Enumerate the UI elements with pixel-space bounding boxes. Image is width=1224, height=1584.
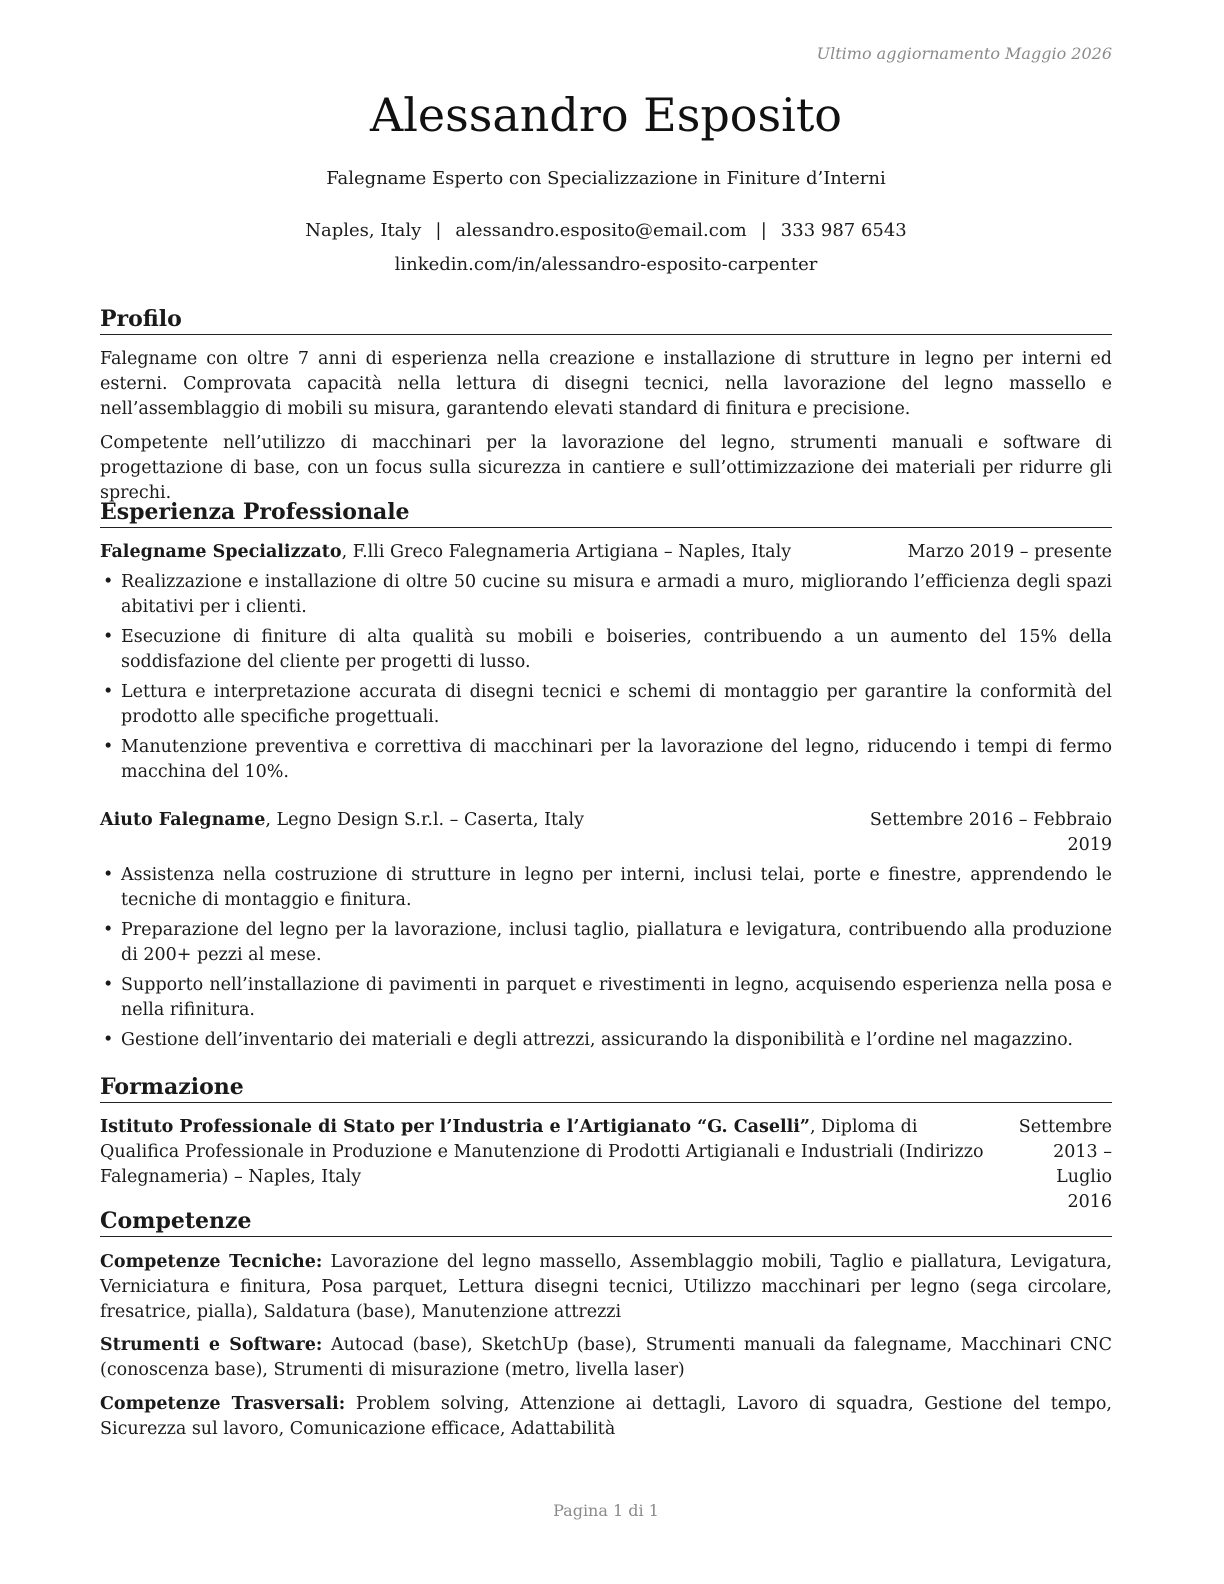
candidate-name: Alessandro Esposito xyxy=(370,88,842,142)
school-name: Istituto Professionale di Stato per l’Industria e l’Artigianato “G. Caselli” xyxy=(100,1117,810,1137)
degree: , Diploma di Qualifica Professionale in Produzione e Manutenzione di Prodotti Artigianali e Industriali (Indirizzo Falegnameria) – Naples, Italy xyxy=(100,1117,984,1187)
resume-page xyxy=(100,0,1112,1584)
list-item: • Lettura e interpretazione accurata di disegni tecnici e schemi di montaggio per garantire la conformità del prodotto alle specifiche progettuali. xyxy=(103,682,1112,727)
education-text xyxy=(100,1115,1000,1190)
contact-line xyxy=(100,220,1112,241)
job-company: , Legno Design S.r.l. – Caserta, Italy xyxy=(265,810,584,830)
list-item: • Gestione dell’inventario dei materiali e degli attrezzi, assicurando la disponibilità e l’ordine nel magazzino. xyxy=(100,1028,1112,1053)
linkedin-link[interactable]: linkedin.com/in/alessandro-esposito-carpenter xyxy=(394,254,818,275)
skill-label: Competenze Tecniche: xyxy=(100,1252,323,1272)
page-number: Pagina 1 di 1 xyxy=(553,1501,659,1520)
bullet-icon: • xyxy=(103,865,114,885)
list-item: • Preparazione del legno per la lavorazione, inclusi taglio, piallatura e levigatura, contribuendo alla produzione di 200+ pezzi al mese. xyxy=(103,920,1112,965)
education-dates: Settembre 2013 – Luglio 2016 xyxy=(1018,1117,1112,1212)
last-updated: Ultimo aggiornamento Maggio 2026 xyxy=(816,44,1112,63)
list-item: • Realizzazione e installazione di oltre 50 cucine su misura e armadi a muro, migliorando l’efficienza degli spazi abitativi per i clienti. xyxy=(103,572,1112,617)
separator: | xyxy=(435,220,442,241)
job-company: , F.lli Greco Falegnameria Artigiana – Naples, Italy xyxy=(341,542,792,562)
skill-group xyxy=(100,1250,1112,1325)
list-item: • Assistenza nella costruzione di strutture in legno per interni, inclusi telai, porte e finestre, apprendendo le tecniche di montaggio e finitura. xyxy=(103,865,1112,910)
skill-group xyxy=(100,1333,1112,1383)
tagline: Falegname Esperto con Specializzazione in Finiture d’Interni xyxy=(326,168,886,189)
section-title-experience: Esperienza Professionale xyxy=(100,498,1112,528)
section-title-education: Formazione xyxy=(100,1073,1112,1103)
phone: 333 987 6543 xyxy=(780,220,907,241)
job-bullets xyxy=(100,570,1112,790)
skill-label: Competenze Trasversali: xyxy=(100,1394,346,1414)
job-role: Aiuto Falegname xyxy=(100,810,266,830)
job-role: Falegname Specializzato xyxy=(100,542,342,562)
separator: | xyxy=(760,220,767,241)
bullet-icon: • xyxy=(103,682,114,702)
education-entry xyxy=(100,1115,1112,1212)
list-item: • Supporto nell’installazione di pavimenti in parquet e rivestimenti in legno, acquisendo esperienza nella posa e nella rifinitura. xyxy=(103,975,1112,1020)
skill-text: Autocad (base), SketchUp (base), Strumenti manuali da falegname, Macchinari CNC (conoscenza base), Strumenti di misurazione (metro, livella laser) xyxy=(100,1335,1112,1380)
skill-text: Lavorazione del legno massello, Assemblaggio mobili, Taglio e piallatura, Levigatura, Verniciatura e finitura, Posa parquet, Lettura disegni tecnici, Utilizzo macchinari per legno (sega circolare, fresatrice, pialla), Saldatura (base), Manutenzione attrezzi xyxy=(100,1252,1112,1322)
email-link[interactable]: alessandro.esposito@email.com xyxy=(455,220,747,241)
bullet-icon: • xyxy=(103,627,114,647)
job-dates: Marzo 2019 – presente xyxy=(907,542,1112,562)
job-dates: Settembre 2016 – Febbraio 2019 xyxy=(869,810,1112,855)
profile-paragraph: Competente nell’utilizzo di macchinari per la lavorazione del legno, strumenti manuali e software di progettazione di base, con un focus sulla sicurezza in cantiere e sull’ottimizzazione dei materiali per ridurre gli sprechi. xyxy=(100,433,1112,503)
bullet-icon: • xyxy=(103,737,114,757)
bullet-icon: • xyxy=(103,1030,114,1050)
bullet-icon: • xyxy=(103,572,114,592)
skill-group xyxy=(100,1392,1112,1442)
list-item: • Esecuzione di finiture di alta qualità su mobili e boiseries, contribuendo a un aumento del 15% della soddisfazione del cliente per progetti di lusso. xyxy=(103,627,1112,672)
location: Naples, Italy xyxy=(305,220,422,241)
section-title-profile: Profilo xyxy=(100,305,1112,335)
section-title-skills: Competenze xyxy=(100,1207,1112,1237)
job-header xyxy=(100,540,1112,565)
skill-text: Problem solving, Attenzione ai dettagli, Lavoro di squadra, Gestione del tempo, Sicurezza sul lavoro, Comunicazione efficace, Adattabilità xyxy=(100,1394,1112,1439)
job-header xyxy=(100,808,1112,855)
bullet-icon: • xyxy=(103,920,114,940)
list-item: • Manutenzione preventiva e correttiva di macchinari per la lavorazione del legno, riducendo i tempi di fermo macchina del 10%. xyxy=(103,737,1112,782)
job-bullets xyxy=(100,863,1112,1058)
bullet-icon: • xyxy=(103,975,114,995)
skill-label: Strumenti e Software: xyxy=(100,1335,323,1355)
profile-paragraph: Falegname con oltre 7 anni di esperienza nella creazione e installazione di strutture in legno per interni ed esterni. Comprovata capacità nella lettura di disegni tecnici, nella lavorazione del legno massello e nell’assemblaggio di mobili su misura, garantendo elevati standard di finitura e precisione. xyxy=(100,349,1112,419)
